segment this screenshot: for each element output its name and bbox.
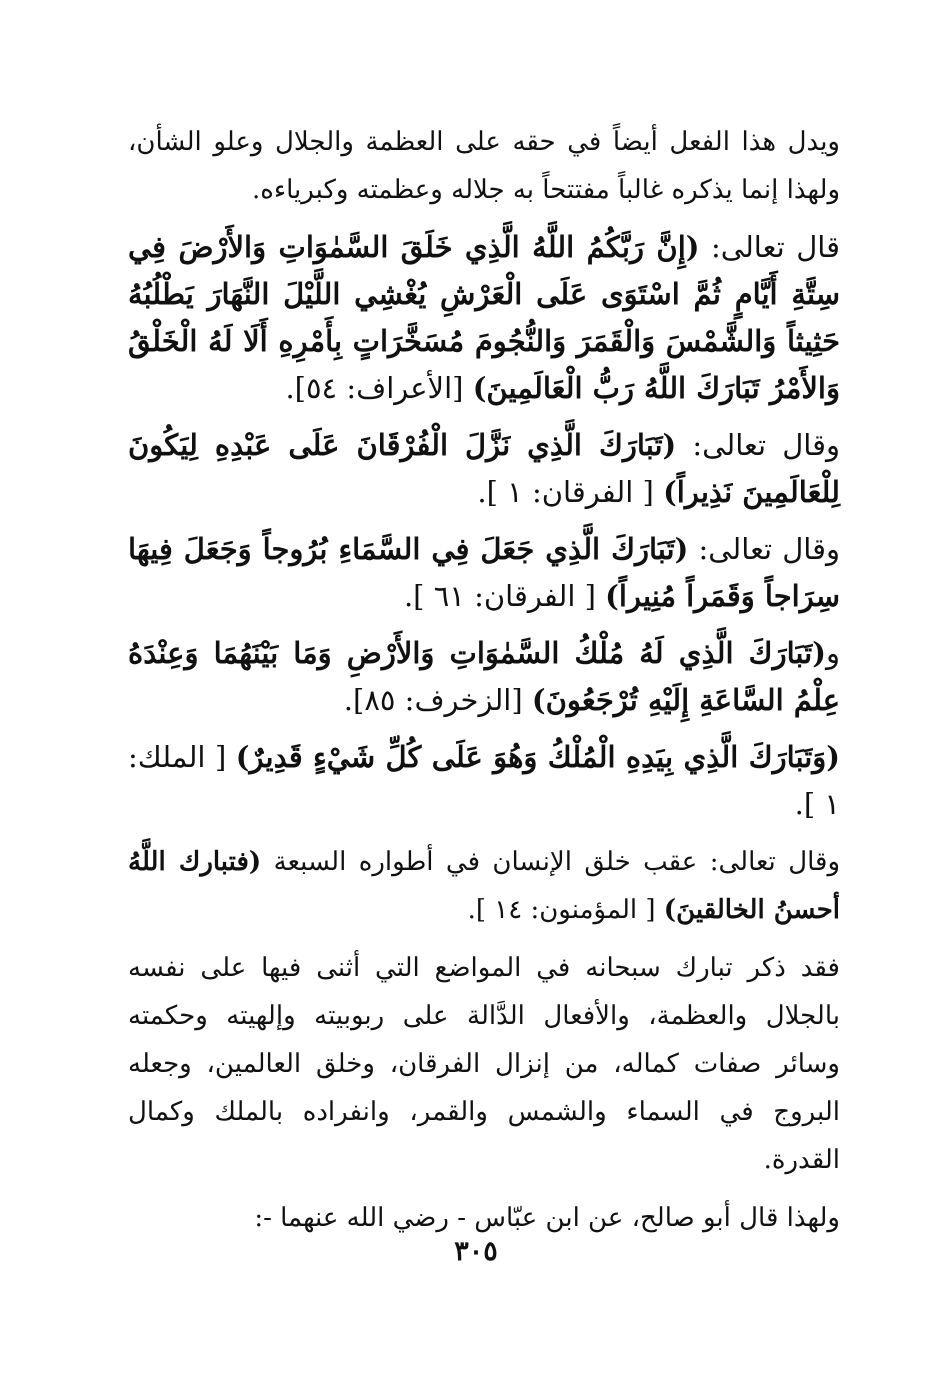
page-number: ٣٠٥ [454,1236,498,1267]
quran-verse: (تَبَارَكَ الَّذِي لَهُ مُلْكُ السَّمٰوَاتِ وَالأَرْضِ وَمَا بَيْنَهُمَا وَعِنْدَهُ عِلْمُ السَّاعَةِ إِلَيْهِ تُرْجَعُونَ) [128,635,840,717]
quran-verse: (فتبارك اللَّهُ أحسنُ الخالقينَ) [128,846,840,925]
quran-verse: (تَبَارَكَ الَّذِي جَعَلَ فِي السَّمَاءِ بُرُوجاً وَجَعَلَ فِيهَا سِرَاجاً وَقَمَراً مُنِيراً) [128,532,840,613]
quran-verse: (إِنَّ رَبَّكُمُ اللَّهُ الَّذِي خَلَقَ السَّمٰوَاتِ وَالأَرْضَ فِي سِتَّةِ أَيَّامٍ ثُمَّ اسْتَوَى عَلَى الْعَرْشِ يُغْشِي اللَّيْلَ النَّهَارَ يَطْلُبُهُ حَثِيثاً وَالشَّمْسَ وَالْقَمَرَ وَالنُّجُومَ مُسَخَّرَاتٍ بِأَمْرِهِ أَلَا لَهُ الْخَلْقُ وَالأَمْرُ تَبَارَكَ اللَّهُ رَبُّ الْعَالَمِينَ) [128,230,840,406]
paragraph-quote-furqan-1 [128,422,840,516]
paragraph-text: ولهذا قال أبو صالح، عن ابن عبّاس - رضي الله عنهما -: [254,1203,840,1234]
page-body [128,118,840,1243]
verse-citation: [ المؤمنون: ١٤ ]. [467,894,664,925]
paragraph-quote-furqan-61 [128,526,840,620]
intro-phrase: وقال تعالى: عقب خلق الإنسان في أطواره السبعة [261,846,840,877]
paragraph-text: فقد ذكر تبارك سبحانه في المواضع التي أثنى فيها على نفسه بالجلال والعظمة، والأفعال الدَّالة على ربوبيته وإلهيته وحكمته وسائر صفات كماله، من إنزال الفرقان، وخلق العالمين، وجعله البروج في السماء والشمس والقمر، وانفراده بالملك وكمال القدرة. [128,953,840,1176]
quran-verse: (تَبَارَكَ الَّذِي نَزَّلَ الْفُرْقَانَ عَلَى عَبْدِهِ لِيَكُونَ لِلْعَالَمِينَ نَذِيراً) [128,428,840,510]
paragraph-commentary [128,944,840,1184]
verse-citation: [الأعراف: ٥٤]. [285,371,473,406]
intro-phrase: وقال تعالى: [676,428,840,463]
verse-citation: [ الملك: ١ ]. [128,739,840,821]
verse-citation: [ الفرقان: ٦١ ]. [403,578,606,613]
paragraph-quote-muminun [128,838,840,934]
paragraph-quote-araf [128,224,840,412]
quran-verse: (وَتَبَارَكَ الَّذِي بِيَدِهِ الْمُلْكُ وَهُوَ عَلَى كُلِّ شَيْءٍ قَدِيرٌ) [235,739,840,774]
verse-citation: [ الفرقان: ١ ]. [477,475,664,510]
paragraph-quote-mulk [128,734,840,828]
paragraph-intro [128,118,840,214]
intro-phrase: قال تعالى: [699,230,840,265]
intro-phrase: و [825,635,840,670]
paragraph-text: ويدل هذا الفعل أيضاً في حقه على العظمة والجلال وعلو الشأن، ولهذا إنما يذكره غالباً مفتتحاً به جلاله وعظمته وكبرياءه. [128,127,840,206]
verse-citation: [الزخرف: ٨٥]. [343,682,532,717]
paragraph-quote-zukhruf [128,630,840,724]
intro-phrase: وقال تعالى: [688,532,840,566]
